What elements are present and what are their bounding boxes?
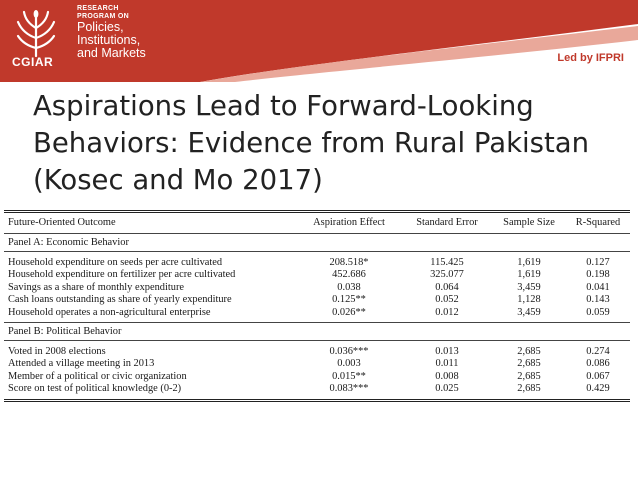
row-n: 3,459 [517, 281, 541, 293]
header-standard-error: Standard Error [416, 217, 478, 228]
row-se: 0.025 [435, 383, 459, 395]
row-outcome: Savings as a share of monthly expenditure [8, 281, 185, 293]
program-line-markets: and Markets [77, 46, 146, 60]
program-line-program-on: PROGRAM ON [77, 13, 129, 20]
table-row [4, 282, 630, 294]
program-logo-text [77, 5, 146, 60]
row-outcome: Member of a political or civic organization [8, 370, 187, 382]
row-n: 2,685 [517, 345, 541, 357]
row-outcome: Attended a village meeting in 2013 [8, 358, 155, 370]
row-outcome: Cash loans outstanding as share of yearly expenditure [8, 294, 232, 306]
row-se: 0.011 [435, 358, 459, 370]
cgiar-logo-text: CGIAR [12, 55, 54, 69]
title-line-3: (Kosec and Mo 2017) [33, 164, 323, 196]
row-se: 0.012 [435, 306, 459, 318]
panel-a-label: Panel A: Economic Behavior [8, 237, 129, 248]
row-n: 2,685 [517, 358, 541, 370]
header-aspiration-effect: Aspiration Effect [313, 217, 385, 228]
led-by-label: Led by [557, 52, 593, 64]
table-bottom-rule [4, 399, 630, 402]
row-r2: 0.059 [586, 306, 610, 318]
row-effect: 0.125** [332, 294, 366, 306]
row-r2: 0.067 [586, 370, 610, 382]
row-effect: 0.036*** [329, 345, 369, 357]
row-r2: 0.041 [586, 281, 610, 293]
row-r2: 0.274 [586, 345, 610, 357]
cgiar-wheat-icon [14, 8, 58, 60]
row-effect: 0.083*** [329, 383, 369, 395]
panel-b-label: Panel B: Political Behavior [8, 325, 122, 337]
row-se: 0.008 [435, 370, 459, 382]
program-line-institutions: Institutions, [77, 33, 141, 47]
row-n: 2,685 [517, 370, 541, 382]
row-effect: 0.015** [332, 370, 366, 382]
title-line-1: Aspirations Lead to Forward-Looking [33, 90, 534, 122]
header-r-squared: R-Squared [575, 217, 621, 228]
row-effect: 0.026** [332, 306, 366, 318]
row-n: 2,685 [517, 383, 541, 395]
header-sample-size: Sample Size [503, 217, 555, 228]
row-outcome: Household expenditure on fertilizer per acre cultivated [8, 269, 236, 281]
table-row [4, 358, 630, 370]
row-r2: 0.143 [586, 294, 610, 306]
row-se: 115.425 [430, 257, 464, 268]
table-row [4, 269, 630, 281]
row-outcome: Household operates a non-agricultural enterprise [8, 306, 211, 318]
row-r2: 0.198 [586, 269, 610, 281]
table-row [4, 383, 630, 395]
row-r2: 0.086 [586, 358, 610, 370]
slide-header [0, 0, 638, 82]
table-row [4, 371, 630, 383]
table-header-row [4, 213, 630, 233]
row-effect: 208.518* [329, 257, 369, 268]
row-effect: 452.686 [332, 269, 366, 281]
table-row [4, 307, 630, 319]
results-table [4, 210, 630, 402]
row-effect: 0.038 [337, 281, 361, 293]
row-se: 0.064 [435, 281, 459, 293]
row-n: 1,128 [517, 294, 541, 306]
slide-title [33, 88, 623, 199]
panel-a-label-row [4, 234, 630, 251]
row-r2: 0.127 [586, 257, 610, 268]
table-row [4, 257, 630, 269]
row-outcome: Household expenditure on seeds per acre cultivated [8, 257, 223, 268]
program-line-policies: Policies, [77, 20, 124, 34]
row-se: 0.052 [435, 294, 459, 306]
program-line-research: RESEARCH [77, 5, 119, 12]
row-se: 325.077 [430, 269, 464, 281]
header-outcome: Future-Oriented Outcome [8, 217, 116, 228]
row-effect: 0.003 [337, 358, 361, 370]
row-n: 3,459 [517, 306, 541, 318]
led-by-ifpri [557, 52, 624, 64]
row-se: 0.013 [435, 345, 459, 357]
row-n: 1,619 [517, 269, 541, 281]
table-row [4, 346, 630, 358]
row-outcome: Voted in 2008 elections [8, 345, 106, 357]
row-n: 1,619 [517, 257, 541, 268]
row-outcome: Score on test of political knowledge (0-2) [8, 383, 182, 395]
row-r2: 0.429 [586, 383, 610, 395]
title-line-2: Behaviors: Evidence from Rural Pakistan [33, 127, 590, 159]
panel-b-label-row [4, 323, 630, 340]
table-row [4, 294, 630, 306]
ifpri-label: IFPRI [595, 52, 624, 64]
